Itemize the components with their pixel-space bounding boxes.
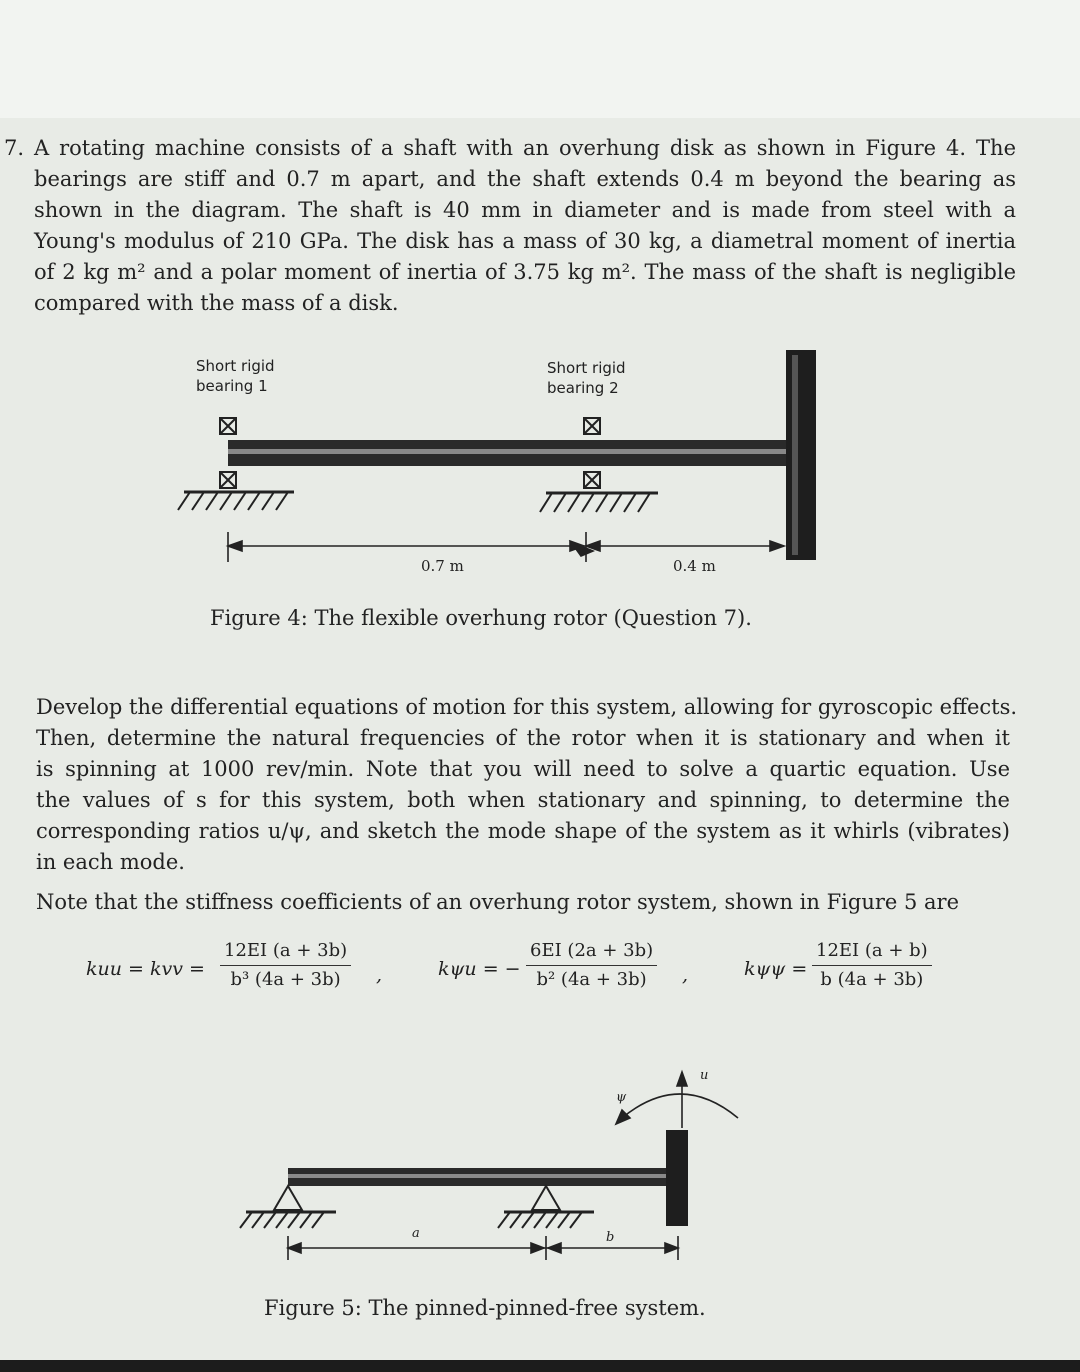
eq1-denominator: b³ (4a + 3b)	[230, 969, 341, 990]
task-line: the values of s for this system, both when stationary and spinning, to determine the	[36, 788, 1010, 812]
page-bottom-edge	[0, 1360, 1080, 1372]
question-line: compared with the mass of a disk.	[34, 291, 399, 315]
fig5-shaft-highlight	[288, 1174, 670, 1178]
question-number: 7.	[4, 136, 25, 160]
task-line: Develop the differential equations of motion for this system, allowing for gyroscopic effects.	[36, 695, 1018, 719]
stiffness-note: Note that the stiffness coefficients of an overhung rotor system, shown in Figure 5 are	[36, 890, 960, 914]
task-line: corresponding ratios u/ψ, and sketch the mode shape of the system as it whirls (vibrates)	[36, 819, 1010, 843]
question-line: shown in the diagram. The shaft is 40 mm in diameter and is made from steel with a	[34, 198, 1016, 222]
eq1-lhs: kuu = kvv =	[86, 958, 205, 980]
task-line: Then, determine the natural frequencies of the rotor when it is stationary and when it	[36, 726, 1010, 750]
bearing-2-label: Short rigid bearing 2	[547, 359, 626, 397]
dimension-a-label: 0.7 m	[421, 557, 464, 575]
fig5-a-label: a	[412, 1226, 420, 1241]
eq1-comma: ,	[376, 964, 383, 986]
eq2-denominator: b² (4a + 3b)	[536, 969, 647, 990]
dimension-b-label: 0.4 m	[673, 557, 716, 575]
eq3-lhs: kψψ =	[744, 958, 808, 980]
task-line: in each mode.	[36, 850, 185, 874]
fig5-b-label: b	[606, 1230, 615, 1245]
eq1-numerator: 12EI (a + 3b)	[220, 940, 351, 966]
fig5-displacement-arrows	[616, 1072, 738, 1128]
fig5-u-label: u	[700, 1068, 709, 1083]
question-line: Young's modulus of 210 GPa. The disk has a mass of 30 kg, a diametral moment of inertia	[34, 229, 1016, 253]
question-line: bearings are stiff and 0.7 m apart, and the shaft extends 0.4 m beyond the bearing as	[34, 167, 1016, 191]
eq2-numerator: 6EI (2a + 3b)	[526, 940, 657, 966]
question-line: A rotating machine consists of a shaft with an overhung disk as shown in Figure 4. The	[34, 136, 1016, 160]
task-line: is spinning at 1000 rev/min. Note that you will need to solve a quartic equation. Use	[36, 757, 1010, 781]
eq3-numerator: 12EI (a + b)	[812, 940, 932, 966]
figure-5-caption: Figure 5: The pinned-pinned-free system.	[264, 1296, 706, 1320]
eq2-comma: ,	[682, 964, 689, 986]
figure-4-caption: Figure 4: The flexible overhung rotor (Question 7).	[210, 606, 752, 630]
bearing-1-label: Short rigid bearing 1	[196, 357, 275, 395]
fig5-pin-support-2	[498, 1186, 594, 1228]
eq2-lhs: kψu = −	[438, 958, 521, 980]
eq3-denominator: b (4a + 3b)	[820, 969, 924, 990]
fig5-psi-label: ψ	[616, 1090, 627, 1105]
fig5-pin-support-1	[240, 1186, 336, 1228]
fig5-disk	[666, 1130, 688, 1226]
fig5-dimension-lines	[288, 1236, 678, 1260]
question-line: of 2 kg m² and a polar moment of inertia of 3.75 kg m². The mass of the shaft is negligible	[34, 260, 1016, 284]
